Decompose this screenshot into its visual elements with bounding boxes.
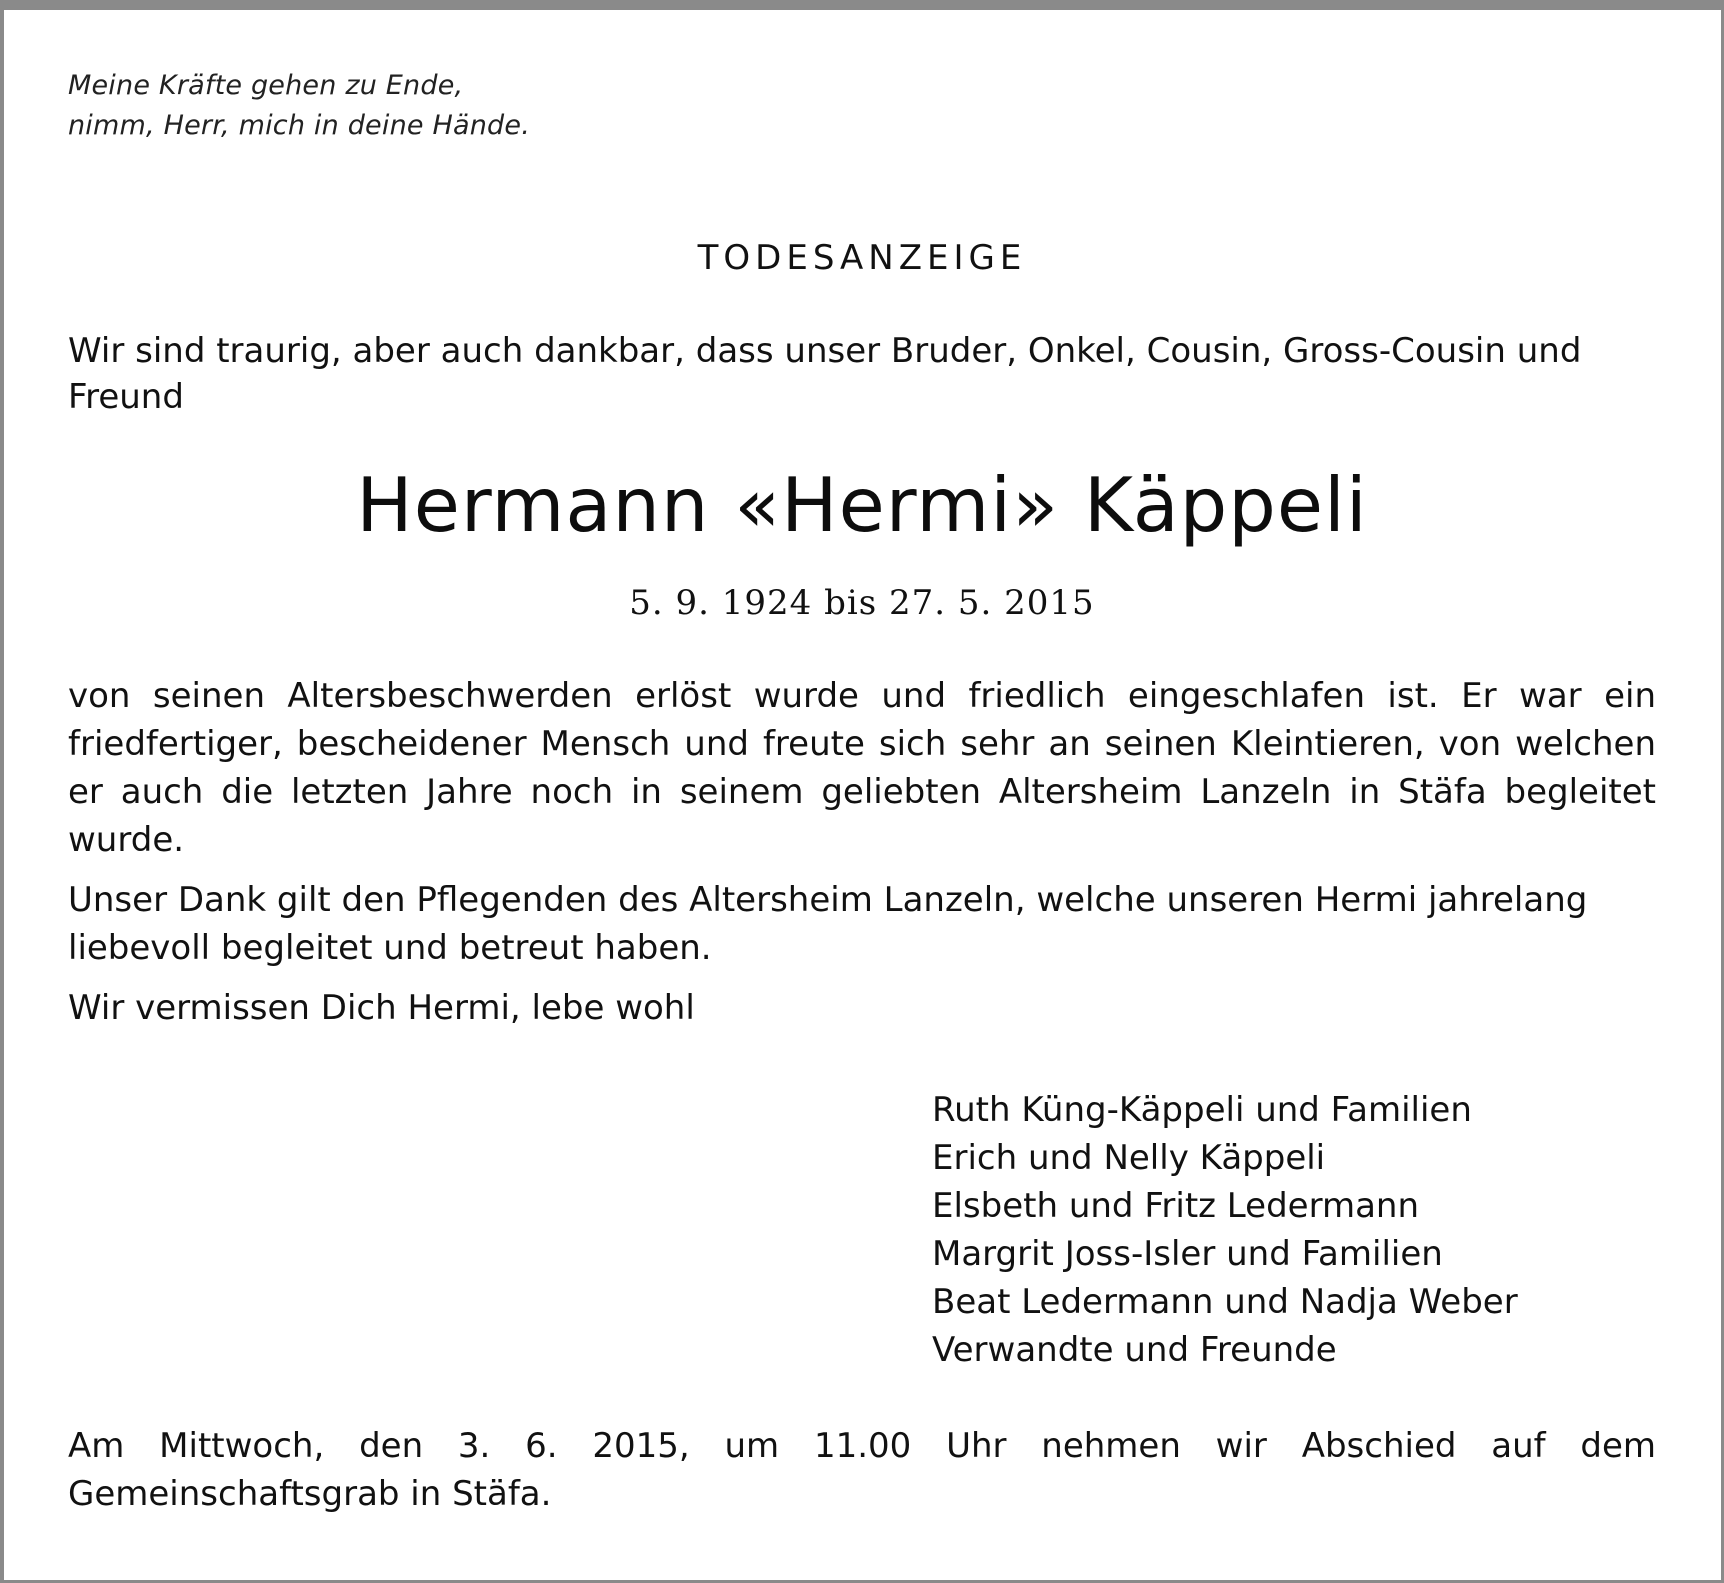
farewell-notice: Am Mittwoch, den 3. 6. 2015, um 11.00 Uhr nehmen wir Abschied auf dem Gemeinschaftsgrab in Stäfa.	[68, 1426, 1656, 1514]
deceased-name: Hermann «Hermi» Käppeli	[356, 461, 1368, 549]
mourner-line: Margrit Joss-Isler und Familien	[932, 1234, 1443, 1274]
mourner-line: Ruth Küng-Käppeli und Familien	[932, 1090, 1472, 1130]
notice-body	[68, 672, 1656, 1044]
intro-text: Wir sind traurig, aber auch dankbar, dass unser Bruder, Onkel, Cousin, Gross-Cousin und Freund	[68, 331, 1582, 417]
epigraph-line-2: nimm, Herr, mich in deine Hände.	[68, 110, 530, 141]
mourner-line: Erich und Nelly Käppeli	[932, 1138, 1326, 1178]
body-paragraph-3: Wir vermissen Dich Hermi, lebe wohl	[68, 988, 695, 1028]
mourner-line: Elsbeth und Fritz Ledermann	[932, 1186, 1420, 1226]
body-paragraph-2: Unser Dank gilt den Pflegenden des Altersheim Lanzeln, welche unseren Hermi jahrelang liebevoll begleitet und betreut haben.	[68, 880, 1588, 968]
mourners-list	[932, 1086, 1518, 1374]
mourner-line: Verwandte und Freunde	[932, 1330, 1337, 1370]
life-dates: 5. 9. 1924 bis 27. 5. 2015	[629, 583, 1095, 623]
body-paragraph-1: von seinen Altersbeschwerden erlöst wurde und friedlich eingeschlafen ist. Er war ein friedfertiger, bescheidener Mensch und freute sich sehr an seinen Kleintieren, von welchen er auch die letzten Jahre noch in seinem geliebten Altersheim Lanzeln in Stäfa begleitet wurde.	[68, 676, 1656, 860]
epigraph	[68, 66, 530, 146]
epigraph-line-1: Meine Kräfte gehen zu Ende,	[68, 70, 464, 101]
mourner-line: Beat Ledermann und Nadja Weber	[932, 1282, 1518, 1322]
notice-heading: TODESANZEIGE	[697, 238, 1027, 278]
